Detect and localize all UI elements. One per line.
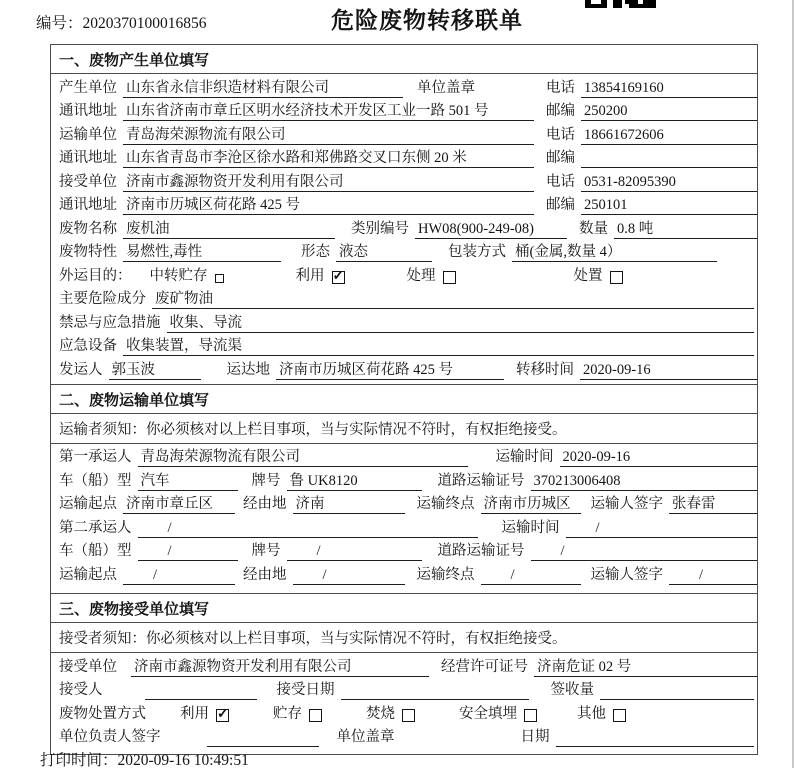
disposal-method-row <box>51 700 757 724</box>
purpose-use-label: 利用 <box>295 267 325 284</box>
destination-field: 济南市历城区荷花路 425 号 <box>276 361 504 380</box>
transporter-address-row <box>51 145 757 169</box>
transporter-label: 运输单位 <box>59 126 117 143</box>
purpose-option-storage <box>150 267 224 286</box>
route1-start-label: 运输起点 <box>59 496 117 513</box>
first-carrier-label: 第一承运人 <box>59 449 132 466</box>
emergency-equipment-field: 收集装置，导流渠 <box>123 337 754 356</box>
route1-start-field: 济南市章丘区 <box>123 495 235 514</box>
waste-name-field: 废机油 <box>123 220 335 239</box>
route1-end-field: 济南市历城区 <box>481 495 581 514</box>
receiver-name-field: 济南市鑫源物资开发利用有限公司 <box>123 173 534 192</box>
route2-end-label: 运输终点 <box>416 566 475 583</box>
transporter-address-field: 山东省青岛市李沧区徐水路和郑佛路交叉口东侧 20 米 <box>123 149 534 168</box>
producer-name-field: 山东省永信非织造材料有限公司 <box>123 79 403 98</box>
route1-end-label: 运输终点 <box>416 496 475 513</box>
qr-code-fragment-icon <box>585 0 657 9</box>
disposal-method-label: 废物处置方式 <box>59 705 146 722</box>
transfer-form <box>50 44 758 755</box>
disposal-use-label: 利用 <box>180 705 209 722</box>
route2-sign-field: / <box>669 566 757 585</box>
waste-traits-label: 废物特性 <box>59 244 117 260</box>
vehicle1-type-label: 车（船）型 <box>59 472 132 489</box>
transporter-phone-label: 电话 <box>546 126 575 143</box>
section3-rows <box>51 653 757 754</box>
transporter-name-field: 青岛海荣源物流有限公司 <box>123 126 534 145</box>
plate2-label: 牌号 <box>251 543 281 560</box>
print-time-label: 打印时间： <box>40 752 118 768</box>
vehicle2-type-label: 车（船）型 <box>59 543 132 560</box>
route2-via-label: 经由地 <box>243 566 287 583</box>
second-carrier-row <box>51 514 757 538</box>
purpose-option-dispose <box>574 267 623 286</box>
accept-unit-row <box>51 653 757 677</box>
road-license2-label: 道路运输证号 <box>437 543 525 560</box>
dispatcher-label: 发运人 <box>59 361 103 378</box>
plate1-label: 牌号 <box>251 472 281 489</box>
section3-title: 三、废物接受单位填写 <box>51 594 757 623</box>
signed-qty-label: 签收量 <box>550 682 594 699</box>
route1-via-label: 经由地 <box>243 496 287 513</box>
waste-code-field: HW08(900-249-08) <box>415 220 567 239</box>
producer-zip-field: 250200 <box>581 102 757 121</box>
emergency-equipment-label: 应急设备 <box>59 338 117 354</box>
route2-sign-label: 运输人签字 <box>590 566 663 583</box>
hazard-components-field: 废矿物油 <box>152 290 754 309</box>
first-carrier-field: 青岛海荣源物流有限公司 <box>138 448 468 467</box>
purpose-treat-label: 处理 <box>406 267 436 284</box>
disposal-option-use <box>180 705 229 724</box>
road-license1-label: 道路运输证号 <box>437 472 525 489</box>
section2-title: 二、废物运输单位填写 <box>51 385 757 414</box>
disposal-option-incinerate <box>366 705 415 724</box>
receiver-label: 接受单位 <box>59 173 117 190</box>
waste-form-label: 形态 <box>301 244 330 260</box>
waste-traits-field: 易燃性,毒性 <box>123 243 281 262</box>
producer-phone-field: 13854169160 <box>581 79 757 98</box>
purpose-dispose-label: 处置 <box>573 267 603 284</box>
waste-pack-field: 桶(金属,数量 4） <box>512 243 717 262</box>
road-license2-field: / <box>531 542 758 561</box>
receiver-zip-label: 邮编 <box>546 197 575 213</box>
disposal-other-checkbox <box>613 709 626 722</box>
purpose-option-treat <box>407 267 456 286</box>
destination-label: 运达地 <box>226 361 270 378</box>
accept-date-field <box>341 681 529 700</box>
unit-signature-field <box>207 728 319 747</box>
purpose-dispose-checkbox <box>610 271 623 284</box>
page-edge-divider <box>792 0 794 768</box>
disposal-landfill-checkbox <box>524 709 537 722</box>
route2-row <box>51 561 757 585</box>
route2-via-field: / <box>293 566 405 585</box>
disposal-use-checkbox <box>216 709 229 722</box>
acceptor-label: 接受人 <box>59 682 103 699</box>
receiver-notice: 接受者须知：你必须核对以上栏目事项，当与实际情况不符时，有权拒绝接受。 <box>51 623 757 653</box>
receiver-row <box>51 168 757 192</box>
taboo-measures-row <box>51 309 757 333</box>
disposal-store-checkbox <box>309 709 322 722</box>
operating-license-field: 济南危证 02 号 <box>534 658 757 677</box>
print-time-value: 2020-09-16 10:49:51 <box>117 752 249 768</box>
taboo-measures-field: 收集、导流 <box>167 314 755 333</box>
disposal-store-label: 贮存 <box>273 705 302 722</box>
seal-date-field <box>556 728 755 747</box>
disposal-option-store <box>273 705 322 724</box>
transfer-time-field: 2020-09-16 <box>580 361 757 380</box>
transport-time2-field: / <box>566 519 758 538</box>
vehicle1-row <box>51 467 757 491</box>
purpose-storage-checkbox <box>215 274 224 283</box>
receiver-phone-field: 0531-82095390 <box>581 173 757 192</box>
transporter-row <box>51 121 757 145</box>
receiver-zip-field: 250101 <box>581 196 757 215</box>
transporter-notice: 运输者须知：你必须核对以上栏目事项，当与实际情况不符时，有权拒绝接受。 <box>51 414 757 444</box>
purpose-treat-checkbox <box>443 271 456 284</box>
waste-name-label: 废物名称 <box>59 220 117 237</box>
plate1-field: 鲁 UK8120 <box>287 472 422 491</box>
producer-address-label: 通讯地址 <box>59 103 117 119</box>
unit-signature-row <box>51 724 757 748</box>
disposal-incinerate-label: 焚烧 <box>366 705 395 722</box>
serial-value: 2020370100016856 <box>82 15 207 32</box>
section-transporter <box>50 384 758 595</box>
section-receiver <box>50 593 758 755</box>
disposal-option-landfill <box>459 705 537 724</box>
transport-time2-label: 运输时间 <box>501 519 560 536</box>
route1-sign-label: 运输人签字 <box>590 496 663 513</box>
accept-unit-field: 济南市鑫源物资开发利用有限公司 <box>131 658 429 677</box>
purpose-use-checkbox <box>332 271 345 284</box>
producer-address-field: 山东省济南市章丘区明水经济技术开发区工业一路 501 号 <box>123 102 534 121</box>
accept-date-label: 接受日期 <box>276 682 335 699</box>
transporter-zip-label: 邮编 <box>546 150 575 166</box>
receiver-address-row <box>51 192 757 216</box>
unit-seal2-label: 单位盖章 <box>336 729 395 746</box>
waste-pack-label: 包装方式 <box>448 244 506 260</box>
waste-name-row <box>51 215 757 239</box>
section1-title: 一、废物产生单位填写 <box>51 45 757 74</box>
section1-rows <box>51 74 757 385</box>
transport-time1-field: 2020-09-16 <box>560 448 758 467</box>
waste-qty-label: 数量 <box>579 220 608 237</box>
acceptor-row <box>51 677 757 701</box>
producer-address-row <box>51 98 757 122</box>
route2-start-label: 运输起点 <box>59 566 117 583</box>
first-carrier-row <box>51 444 757 468</box>
producer-phone-label: 电话 <box>546 79 575 96</box>
seal-date-label: 日期 <box>520 729 550 746</box>
vehicle2-row <box>51 538 757 562</box>
emergency-equipment-row <box>51 333 757 357</box>
document-header <box>0 0 796 44</box>
accept-unit-label: 接受单位 <box>59 658 117 675</box>
unit-seal-label: 单位盖章 <box>417 79 475 96</box>
dispatch-row <box>51 356 757 380</box>
transfer-time-label: 转移时间 <box>516 361 574 378</box>
transporter-zip-field <box>581 149 757 168</box>
route1-row <box>51 491 757 515</box>
second-carrier-field: / <box>138 519 478 538</box>
disposal-option-other <box>577 705 626 724</box>
receiver-phone-label: 电话 <box>546 173 575 190</box>
unit-signature-label: 单位负责人签字 <box>59 729 161 746</box>
transporter-address-label: 通讯地址 <box>59 150 117 166</box>
waste-traits-row <box>51 239 757 263</box>
serial-number <box>36 11 207 33</box>
operating-license-label: 经营许可证号 <box>441 658 528 675</box>
disposal-other-label: 其他 <box>577 705 606 722</box>
vehicle2-type-field: / <box>138 542 238 561</box>
purpose-storage-label: 中转贮存 <box>149 267 208 284</box>
waste-form-field: 液态 <box>336 243 432 262</box>
page-title: 危险废物转移联单 <box>331 8 523 33</box>
serial-label: 编号： <box>36 15 83 32</box>
taboo-measures-label: 禁忌与应急措施 <box>59 314 161 331</box>
section-producer <box>50 44 758 386</box>
route2-start-field: / <box>123 566 235 585</box>
route1-via-field: 济南 <box>293 495 405 514</box>
waste-qty-field: 0.8 吨 <box>614 220 757 239</box>
print-time <box>40 748 249 768</box>
transfer-purpose-row <box>51 262 757 286</box>
purpose-option-use <box>296 267 345 286</box>
acceptor-field <box>145 681 257 700</box>
producer-zip-label: 邮编 <box>546 103 575 119</box>
signed-qty-field <box>600 681 754 700</box>
second-carrier-label: 第二承运人 <box>59 519 132 536</box>
hazard-components-label: 主要危险成分 <box>59 291 146 307</box>
disposal-incinerate-checkbox <box>402 709 415 722</box>
route2-end-field: / <box>481 566 581 585</box>
transport-time1-label: 运输时间 <box>495 449 554 466</box>
receiver-address-field: 济南市历城区荷花路 425 号 <box>123 196 534 215</box>
producer-row <box>51 74 757 98</box>
hazard-components-row <box>51 286 757 310</box>
dispatcher-field: 郭玉波 <box>109 361 201 380</box>
disposal-landfill-label: 安全填埋 <box>459 705 517 722</box>
producer-label: 产生单位 <box>59 79 117 96</box>
road-license1-field: 370213006408 <box>531 472 758 491</box>
route1-sign-field: 张春雷 <box>669 495 757 514</box>
transporter-phone-field: 18661672606 <box>581 126 757 145</box>
transfer-purpose-label: 外运目的： <box>59 267 132 284</box>
vehicle1-type-field: 汽车 <box>138 472 238 491</box>
section2-rows <box>51 444 757 594</box>
receiver-address-label: 通讯地址 <box>59 197 117 213</box>
waste-code-label: 类别编号 <box>351 220 409 237</box>
plate2-field: / <box>287 542 422 561</box>
